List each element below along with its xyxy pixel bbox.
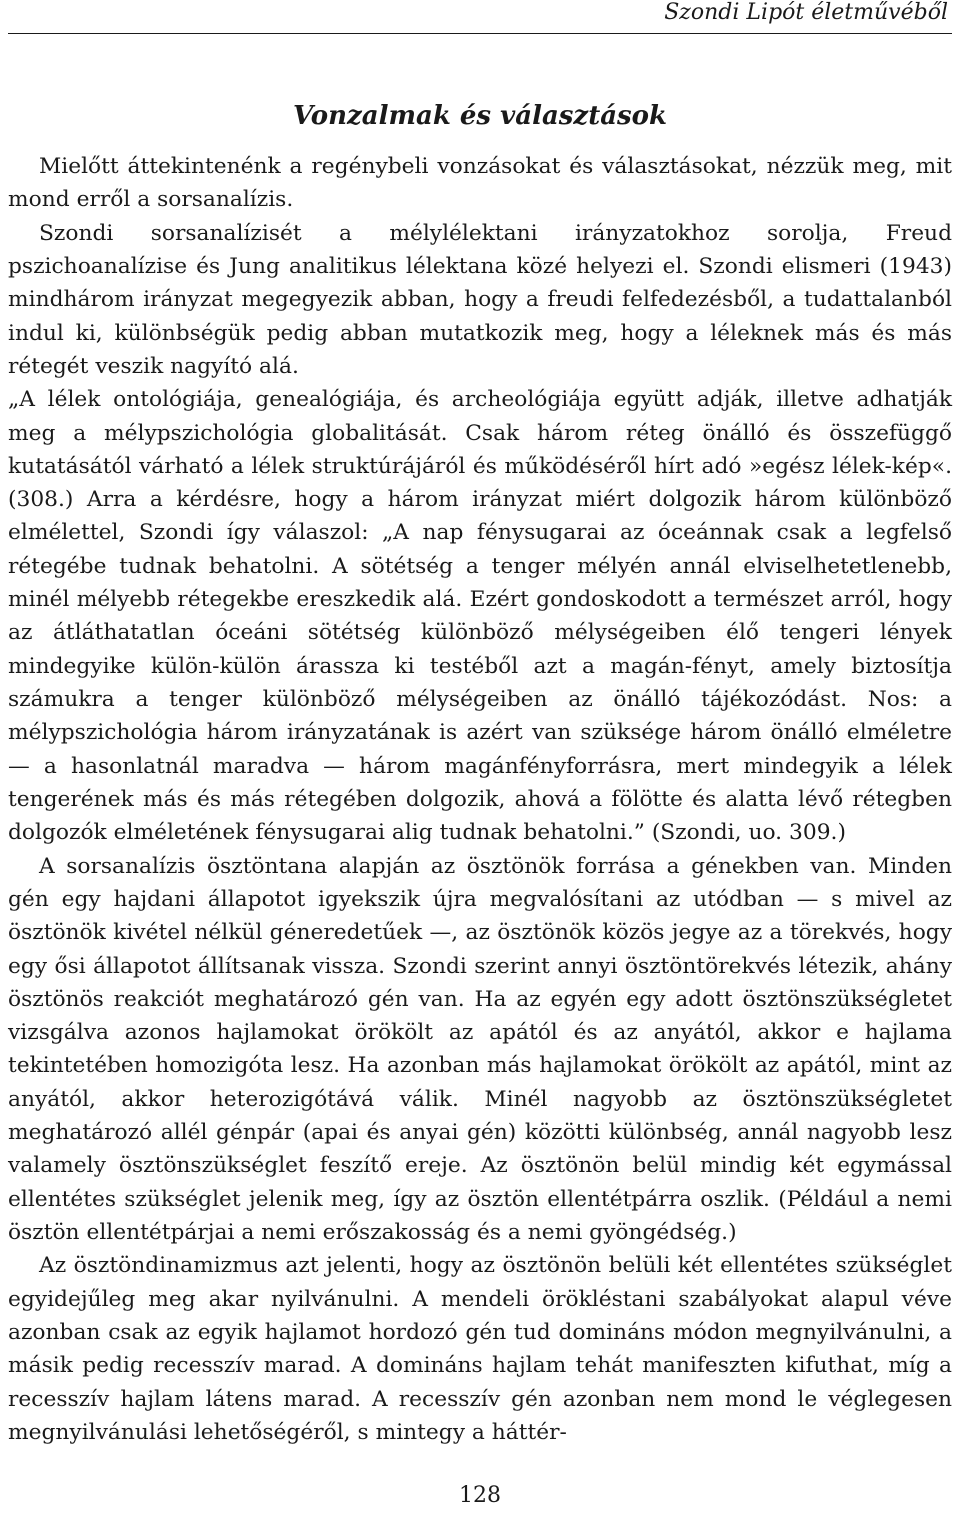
paragraph-intro: Mielőtt áttekintenénk a regénybeli vonzásokat és választásokat, nézzük meg, mit mond erről a sorsanalízis. bbox=[8, 154, 952, 213]
header-rule bbox=[8, 33, 952, 34]
paragraph-depth-psychology: Szondi sorsanalízisét a mélylélektani irányzatokhoz sorolja, Freud pszichoanalízise és Jung analitikus lélektana közé helyezi el. Szondi elismeri (1943) mindhárom irányzat megegyezik abban, hogy a freudi felfedezésből, a tudattalanból indul ki, különbségük pedig abban mutatkozik meg, hogy a léleknek más és más rétegét veszik nagyító alá. bbox=[8, 220, 952, 379]
paragraph-quotation: „A lélek ontológiája, genealógiája, és archeológiája együtt adják, illetve adhatják meg a mélypszichológia globalitását. Csak három réteg önálló és összefüggő kutatásától várható a lélek struktúrájáról és működéséről hírt adó »egész lélek-kép«. (308.) Arra a kérdésre, hogy a három irányzat miért dolgozik három különböző elmélettel, Szondi így válaszol: „A nap fénysugarai az óceánnak csak a legfelső rétegébe tudnak behatolni. A sötétség a tenger mélyén annál elviselhetetlenebb, minél mélyebb rétegekbe ereszkedik alá. Ezért gondoskodott a természet arról, hogy az átláthatatlan óceáni sötétség különböző mélységeiben élő tengeri lények mindegyike külön-külön árassza ki testéből azt a magán-fényt, amely biztosítja számukra a tenger különböző mélységeiben az önálló tájékozódást. Nos: a mélypszichológia három irányzatának is azért van szüksége három önálló elméletre — a hasonlatnál maradva — három magánfényforrásra, mert mindegyik a lélek tengerének más és más rétegében dolgozik, ahová a fölötte és alatta lévő rétegben dolgozók elméletének fénysugarai alig tudnak behatolni.” (Szondi, uo. 309.) bbox=[8, 387, 952, 846]
body-text bbox=[8, 150, 952, 1449]
paragraph-drive-dynamism: Az ösztöndinamizmus azt jelenti, hogy az ösztönön belüli két ellentétes szükséglet egyidejűleg meg akar nyilvánulni. A mendeli örökléstani szabályokat alapul véve azonban csak az egyik hajlamot hordozó gén tud domináns módon megnyilvánulni, a másik pedig recesszív marad. A domináns hajlam tehát manifeszten kifuthat, míg a recesszív hajlam látens marad. A recesszív gén azonban nem mond le véglegesen megnyilvánulási lehetőségéről, s mintegy a háttér- bbox=[8, 1253, 952, 1445]
section-title: Vonzalmak és választások bbox=[292, 101, 668, 132]
page-number: 128 bbox=[459, 1483, 501, 1508]
running-header: Szondi Lipót életművéből bbox=[664, 0, 948, 25]
paragraph-drive-theory: A sorsanalízis ösztöntana alapján az ösztönök forrása a génekben van. Minden gén egy hajdani állapotot igyekszik újra megvalósítani az utódban — s mivel az ösztönök kivétel nélkül géneredetűek —, az ösztönök közös jegye az a törekvés, hogy egy ősi állapotot állítsanak vissza. Szondi szerint annyi ösztöntörekvés létezik, ahány ösztönös reakciót meghatározó gén van. Ha az egyén egy adott ösztönszükségletet vizsgálva azonos hajlamokat örökölt az apától és az anyától, akkor e hajlama tekintetében homozigóta lesz. Ha azonban más hajlamokat örökölt az apától, mint az anyától, akkor heterozigótává válik. Minél nagyobb az ösztönszükségletet meghatározó allél génpár (apai és anyai gén) közötti különbség, annál nagyobb lesz valamely ösztönszükséglet feszítő ereje. Az ösztönön belül mindig két egymással ellentétes szükséglet jelenik meg, így az ösztön ellentétpárra oszlik. (Például a nemi ösztön ellentétpárjai a nemi erőszakosság és a nemi gyöngédség.) bbox=[8, 853, 952, 1245]
